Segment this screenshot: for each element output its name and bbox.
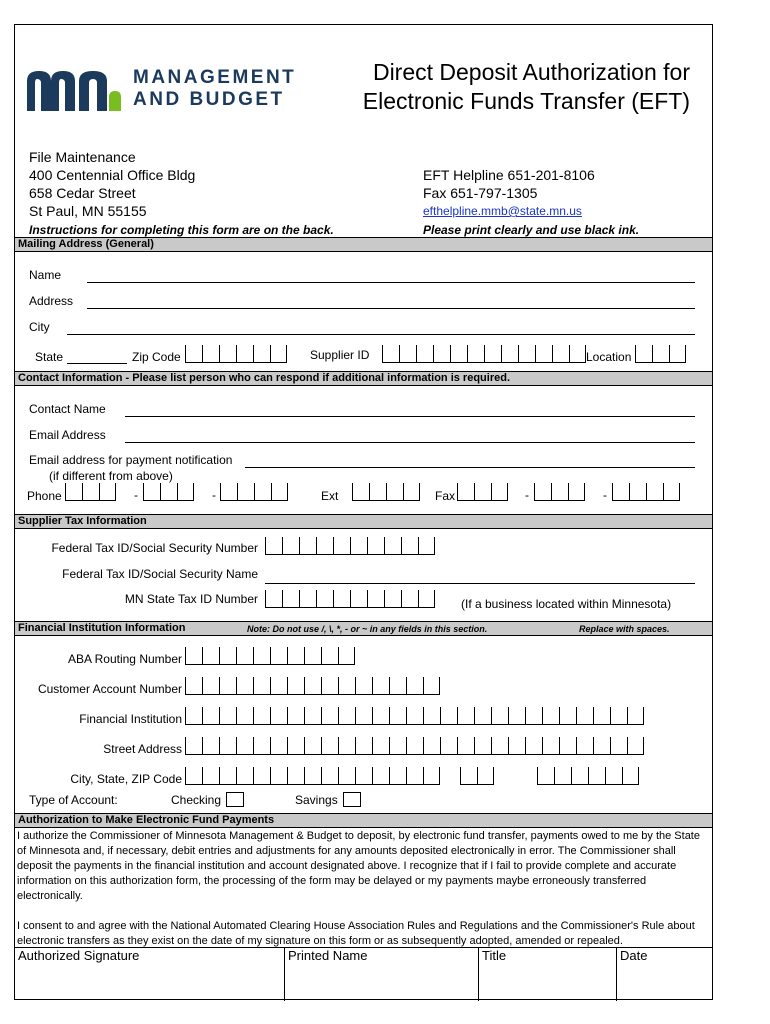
fax-label: Fax — [435, 489, 456, 503]
fax-line-boxes[interactable] — [612, 483, 680, 501]
financial-note: Note: Do not use /, \, *, - or ~ in any fields in this section. — [247, 624, 488, 634]
ext-boxes[interactable] — [352, 483, 420, 501]
email-payment-field[interactable] — [245, 467, 695, 468]
state-field[interactable] — [67, 363, 127, 364]
institution-boxes[interactable] — [185, 707, 644, 725]
printed-name-field[interactable] — [285, 948, 479, 1001]
email-label: Email Address — [29, 428, 106, 442]
contact-name-label: Contact Name — [29, 402, 106, 416]
csz-label: City, State, ZIP Code — [70, 772, 182, 786]
street-label: Street Address — [103, 742, 182, 756]
if-different-label: (if different from above) — [49, 469, 173, 483]
eft-fax: Fax 651-797-1305 — [423, 185, 538, 201]
state-label: State — [35, 350, 64, 364]
fed-tax-name-field[interactable] — [265, 583, 695, 584]
account-boxes[interactable] — [185, 677, 440, 695]
title-field[interactable] — [479, 948, 617, 1001]
form-title-line2: Electronic Funds Transfer (EFT) — [362, 88, 690, 114]
authorized-signature-label: Authorized Signature — [18, 948, 140, 963]
form-title-line1: Direct Deposit Authorization for — [372, 59, 690, 85]
checking-label: Checking — [171, 793, 222, 807]
city-field[interactable] — [67, 334, 695, 335]
mn-tax-id-label: MN State Tax ID Number — [124, 592, 258, 606]
fax-dash-1: - — [525, 488, 529, 502]
fax-area-boxes[interactable] — [457, 483, 508, 501]
fed-tax-name-label: Federal Tax ID/Social Security Name — [62, 567, 258, 581]
mn-tax-id-boxes[interactable] — [265, 590, 435, 608]
city-label: City — [29, 320, 50, 334]
mn-logo-mark-icon — [25, 67, 125, 113]
supplier-id-label: Supplier ID — [310, 348, 370, 362]
phone-dash-2: - — [212, 488, 216, 502]
fed-tax-id-boxes[interactable] — [265, 537, 435, 555]
aba-label: ABA Routing Number — [67, 652, 182, 666]
authorized-signature-field[interactable] — [15, 948, 285, 1001]
ext-label: Ext — [321, 489, 339, 503]
date-field[interactable] — [617, 948, 712, 1001]
authorization-paragraph-1: I authorize the Commissioner of Minnesota Management & Budget to deposit, by electronic fund transfer, payments owed to me by the State of Minnesota and, if necessary, debit entries and adjustments for any amounts deposited electronically in error. The Commissioner shall deposit the payments in the financial institution and account designated above. I recognize that if I fail to provide complete and accurate information on this authorization form, the processing of the form may be delayed or my payments maybe erroneously transferred electronically. — [17, 830, 700, 902]
printed-name-label: Printed Name — [288, 948, 368, 963]
contact-name-field[interactable] — [125, 416, 695, 417]
name-label: Name — [29, 268, 62, 282]
phone-area-boxes[interactable] — [65, 483, 116, 501]
location-boxes[interactable] — [635, 345, 686, 363]
fax-prefix-boxes[interactable] — [534, 483, 585, 501]
account-type-label: Type of Account: — [29, 793, 118, 807]
aba-boxes[interactable] — [185, 647, 355, 665]
replace-note: Replace with spaces. — [579, 624, 670, 634]
savings-checkbox[interactable] — [343, 792, 361, 807]
authorization-paragraph-2: I consent to and agree with the National Automated Clearing House Association Rules and Regulations and the Commissioner's Rule about electronic transfers as they exist on the date of my signature on this form or as subsequently adopted, amended or repealed. — [17, 920, 695, 947]
mailing-address-header: Mailing Address (General) — [15, 237, 712, 252]
financial-info-header — [15, 621, 712, 636]
instructions-note: Instructions for completing this form are on the back. — [29, 223, 334, 237]
address-line2: 400 Centennial Office Bldg — [29, 167, 196, 183]
csz-city-boxes[interactable] — [185, 767, 440, 785]
email-payment-label: Email address for payment notification — [29, 453, 233, 467]
institution-label: Financial Institution — [79, 712, 182, 726]
address-label: Address — [29, 294, 74, 308]
csz-zip-boxes[interactable] — [537, 767, 639, 785]
checking-checkbox[interactable] — [226, 792, 244, 807]
supplier-id-boxes[interactable] — [382, 345, 586, 363]
phone-line-boxes[interactable] — [220, 483, 288, 501]
signature-row — [15, 947, 712, 1001]
financial-header-title: Financial Institution Information — [18, 622, 186, 634]
address-line3: 658 Cedar Street — [29, 185, 136, 201]
csz-state-boxes[interactable] — [460, 767, 494, 785]
eft-form — [14, 24, 713, 1000]
mmb-logo — [25, 65, 325, 115]
logo-line1: MANAGEMENT — [133, 67, 297, 88]
location-label: Location — [586, 350, 632, 364]
mn-tax-note: (If a business located within Minnesota) — [461, 597, 672, 611]
eft-helpline: EFT Helpline 651-201-8106 — [423, 167, 595, 183]
phone-label: Phone — [27, 489, 62, 503]
contact-info-header: Contact Information - Please list person who can respond if additional information is required. — [15, 371, 712, 386]
supplier-tax-header: Supplier Tax Information — [15, 514, 712, 529]
account-label: Customer Account Number — [37, 682, 182, 696]
fed-tax-id-label: Federal Tax ID/Social Security Number — [51, 541, 258, 555]
date-label: Date — [620, 948, 648, 963]
eft-email-link[interactable]: efthelpline.mmb@state.mn.us — [423, 204, 582, 218]
phone-prefix-boxes[interactable] — [143, 483, 194, 501]
title-label: Title — [482, 948, 507, 963]
address-field[interactable] — [87, 308, 695, 309]
street-boxes[interactable] — [185, 737, 644, 755]
fax-dash-2: - — [603, 488, 607, 502]
print-note: Please print clearly and use black ink. — [423, 223, 640, 237]
phone-dash-1: - — [134, 488, 138, 502]
savings-label: Savings — [295, 793, 338, 807]
email-field[interactable] — [125, 442, 695, 443]
logo-line2: AND BUDGET — [133, 89, 285, 110]
zip-label: Zip Code — [132, 350, 181, 364]
address-line1: File Maintenance — [29, 149, 136, 165]
zip-boxes[interactable] — [185, 345, 287, 363]
authorization-header: Authorization to Make Electronic Fund Payments — [15, 813, 712, 828]
address-line4: St Paul, MN 55155 — [29, 203, 147, 219]
name-field[interactable] — [87, 282, 695, 283]
